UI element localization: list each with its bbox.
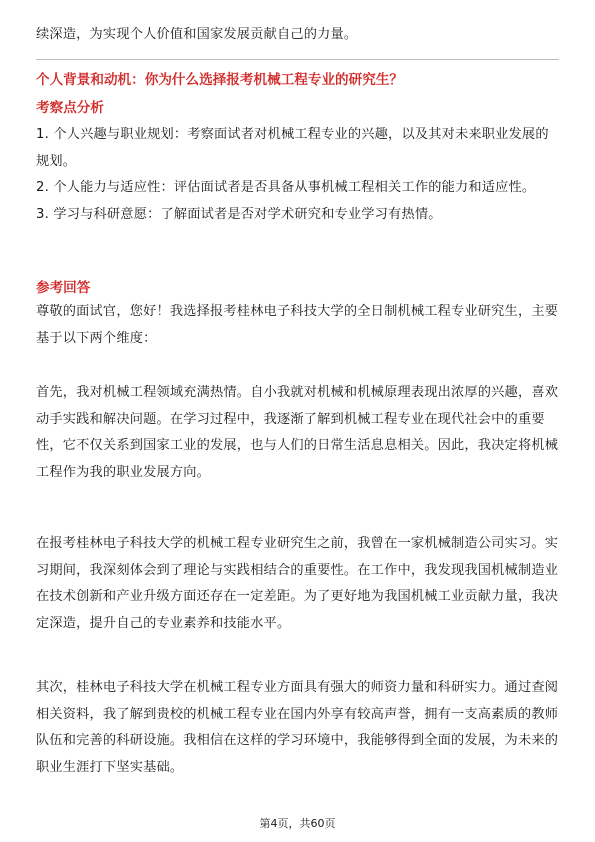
analysis-item: 3. 学习与科研意愿：了解面试者是否对学术研究和专业学习有热情。 [36, 206, 442, 222]
analysis-heading: 考察点分析 [36, 100, 104, 116]
answer-paragraph [36, 531, 559, 637]
answer-heading: 参考回答 [36, 280, 91, 296]
analysis-item: 1. 个人兴趣与职业规划：考察面试者对机械工程专业的兴趣，以及其对未来职业发展的规划。 [36, 127, 549, 169]
answer-paragraph-text: 首先，我对机械工程领域充满热情。自小我就对机械和机械原理表现出浓厚的兴趣，喜欢动手实践和解决问题。在学习过程中，我逐渐了解到机械工程专业在现代社会中的重要性，它不仅关系到国家工业的发展，也与人们的日常生活息息相关。因此，我决定将机械工程作为我的职业发展方向。 [36, 385, 559, 480]
answer-paragraph [36, 675, 559, 781]
analysis-item: 2. 个人能力与适应性：评估面试者是否具备从事机械工程相关工作的能力和适应性。 [36, 180, 536, 195]
section-divider [36, 59, 559, 60]
answer-paragraph-text: 尊敬的面试官，您好！我选择报考桂林电子科技大学的全日制机械工程专业研究生，主要基于以下两个维度： [36, 304, 559, 346]
intro-tail-text: 续深造，为实现个人价值和国家发展贡献自己的力量。 [36, 27, 358, 42]
answer-paragraph [36, 299, 559, 352]
page-number: 第4页，共60页 [259, 817, 336, 830]
answer-paragraph [36, 380, 559, 486]
answer-paragraph-text: 其次，桂林电子科技大学在机械工程专业方面具有强大的师资力量和科研实力。通过查阅相关资料，我了解到贵校的机械工程专业在国内外享有较高声誉，拥有一支高素质的教师队伍和完善的科研设施。我相信在这样的学习环境中，我能够得到全面的发展，为未来的职业生涯打下坚实基础。 [36, 680, 559, 775]
analysis-list [36, 122, 559, 228]
question-title: 个人背景和动机：你为什么选择报考机械工程专业的研究生？ [36, 72, 404, 88]
answer-paragraph-text: 在报考桂林电子科技大学的机械工程专业研究生之前，我曾在一家机械制造公司实习。实习期间，我深刻体会到了理论与实践相结合的重要性。在工作中，我发现我国机械制造业在技术创新和产业升级方面还存在一定差距。为了更好地为我国机械工业贡献力量，我决定深造，提升自己的专业素养和技能水平。 [36, 536, 559, 631]
